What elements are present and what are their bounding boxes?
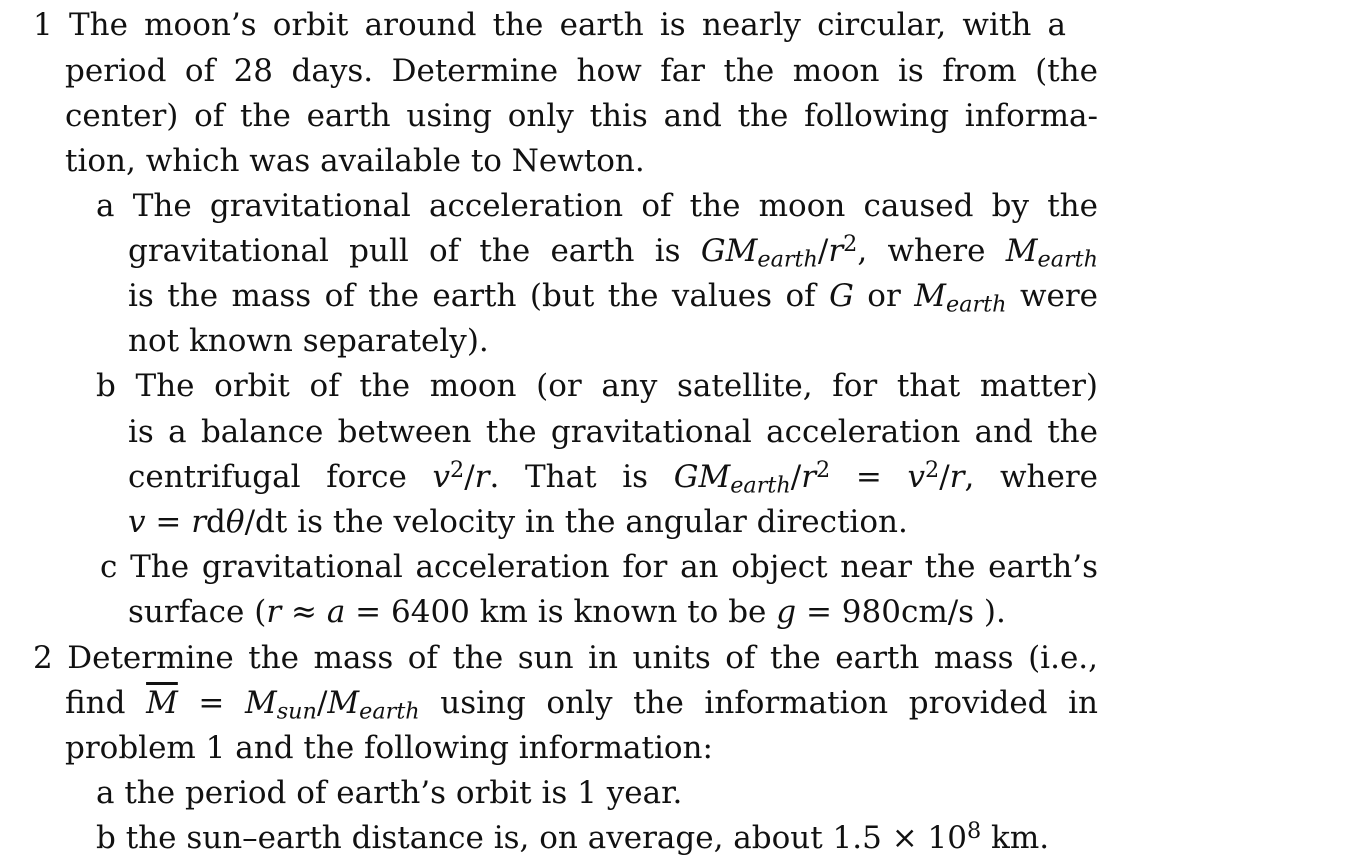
problem-2-line-3: problem 1 and the following information:: [65, 730, 713, 766]
problem-1-part-a-line-2: gravitational pull of the earth is $GM_{earth}/r^2$, where $M_{earth}$: [128, 230, 1098, 273]
problem-1-number: 1: [33, 7, 53, 43]
problem-2-part-b-letter: b: [96, 820, 116, 856]
problem-1-part-a-line-1: a The gravitational acceleration of the moon caused by the: [96, 188, 1098, 224]
problem-2-number: 2: [33, 640, 53, 676]
problem-2-part-b: b the sun–earth distance is, on average, about $1.5 \times 10^8$ km.: [96, 817, 1050, 856]
problem-1-part-c-line-2: surface (r ≈ a = 6400 km is known to be g = 980cm/s ).: [128, 594, 1006, 630]
part-a-letter: a: [96, 188, 115, 224]
problem-1-line-3: center) of the earth using only this and the following informa-: [65, 98, 1098, 134]
part-b-letter: b: [96, 368, 116, 404]
part-c-letter: c: [100, 549, 118, 585]
problem-2-line-1: 2 Determine the mass of the sun in units of the earth mass (i.e.,: [33, 640, 1098, 676]
problem-2-part-a-text: the period of earth’s orbit is 1 year.: [124, 775, 683, 811]
problem-1-line-4: tion, which was available to Newton.: [65, 143, 645, 179]
problem-1-part-c-line-1: c The gravitational acceleration for an object near the earth’s: [100, 549, 1098, 585]
problem-2-part-a-letter: a: [96, 775, 115, 811]
problem-1-part-b-line-4: v = rdθ/dt is the velocity in the angular direction.: [128, 504, 908, 540]
problem-1-part-a-line-3: is the mass of the earth (but the values of G or $M_{earth}$ were: [128, 278, 1098, 318]
problem-2-line-2: find $\overline{M} = M_{sun}/M_{earth}$ using only the information provided in: [65, 685, 1098, 725]
problem-1-part-b-line-3: centrifugal force $v^2/r$. That is $GM_{earth}/r^2 = v^2/r$, where: [128, 456, 1098, 499]
problem-1-line-1: 1 The moon’s orbit around the earth is nearly circular, with a: [33, 7, 1066, 43]
problem-1-line-2: period of 28 days. Determine how far the moon is from (the: [65, 53, 1098, 89]
problem-1-part-a-line-4: not known separately).: [128, 323, 489, 359]
problem-1-part-b-line-1: b The orbit of the moon (or any satellite, for that matter): [96, 368, 1098, 404]
problem-1-part-b-line-2: is a balance between the gravitational acceleration and the: [128, 414, 1098, 450]
problem-2-part-a: [96, 771, 682, 816]
